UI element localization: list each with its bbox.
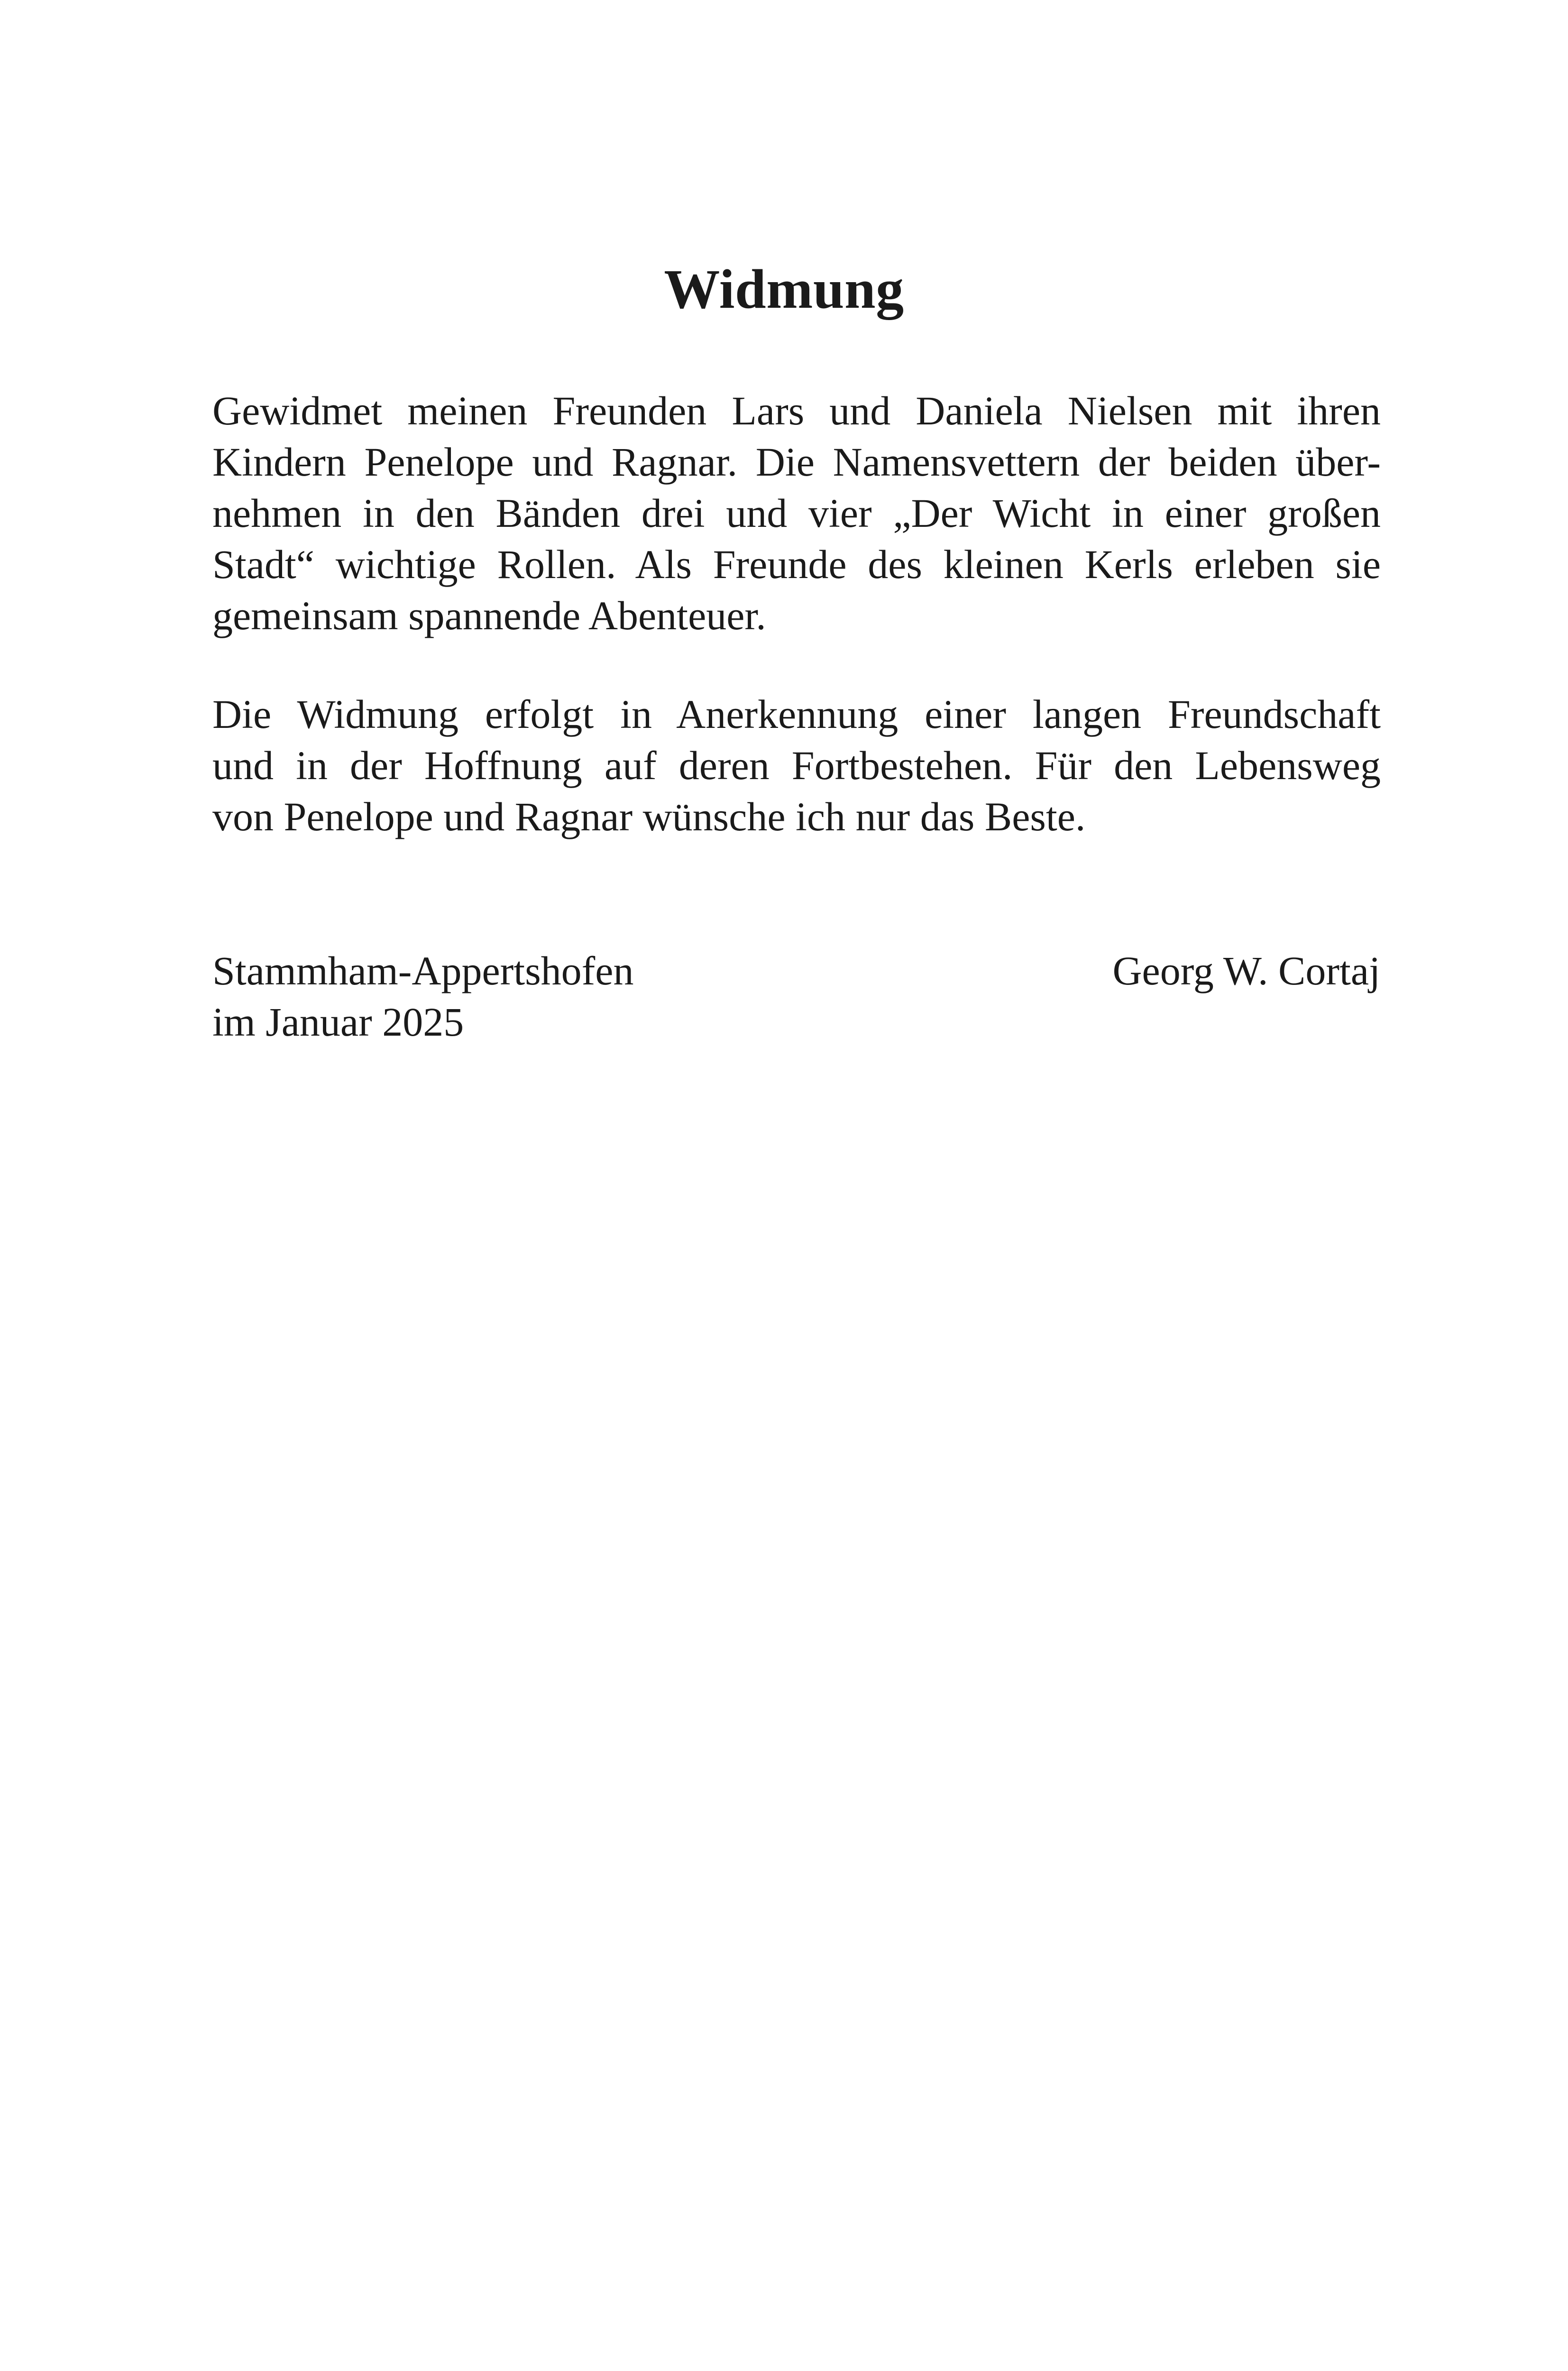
page-title: Widmung — [664, 258, 904, 320]
date: im Januar 2025 — [212, 999, 464, 1045]
dedication-paragraph-1 — [212, 385, 1381, 641]
text-line: Stadt“ wichtige Rollen. Als Freunde des kleinen Kerls erleben sie — [212, 542, 1381, 587]
text-line: und in der Hoffnung auf deren Fortbestehen. Für den Lebensweg — [212, 743, 1381, 788]
text-line: Die Widmung erfolgt in Anerkennung einer langen Freundschaft — [212, 691, 1381, 737]
text-line: Kindern Penelope und Ragnar. Die Namensvettern der beiden über- — [212, 439, 1381, 485]
place: Stammham-Appertshofen — [212, 948, 634, 993]
place-and-date — [212, 945, 633, 1048]
author-signature: Georg W. Cortaj — [1112, 948, 1380, 993]
text-line: nehmen in den Bänden drei und vier „Der Wicht in einer großen — [212, 490, 1381, 536]
text-line: gemeinsam spannende Abenteuer. — [212, 593, 766, 638]
text-line: Gewidmet meinen Freunden Lars und Daniela Nielsen mit ihren — [212, 388, 1381, 433]
dedication-paragraph-2 — [212, 689, 1381, 842]
text-line: von Penelope und Ragnar wünsche ich nur das Beste. — [212, 794, 1086, 839]
